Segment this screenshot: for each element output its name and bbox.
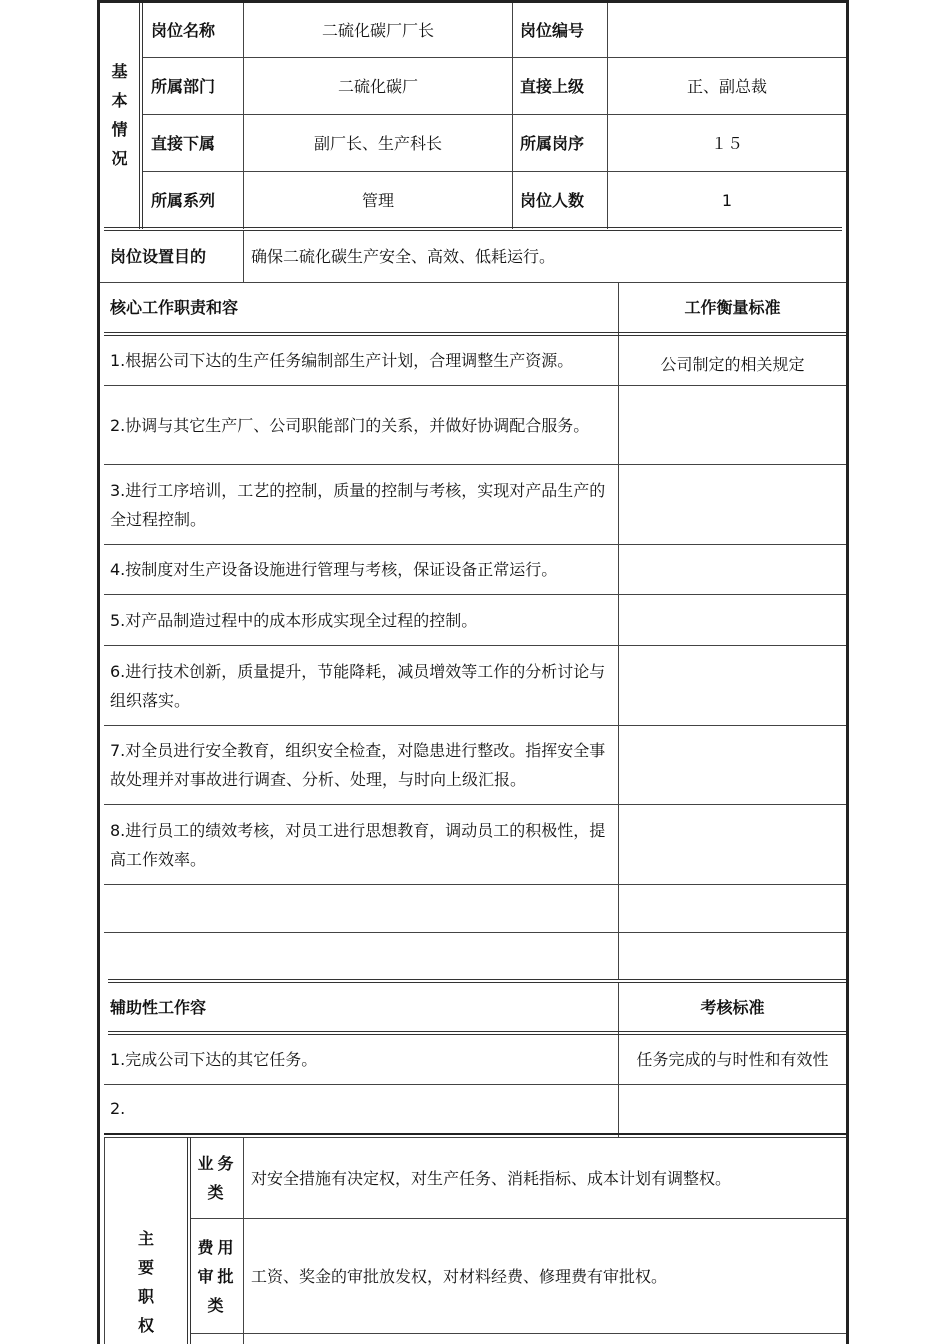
duty-standard-1: 公司制定的相关规定 [660,355,805,374]
grid-line [191,1333,846,1334]
core-duties-header: 核心工作职责和容 [110,298,239,317]
headcount-value: 1 [721,190,733,210]
grid-line [104,1133,846,1135]
duty-item-7: 7.对全员进行安全教育，组织安全检查，对隐患进行整改。指挥安全事故处理并对事故进行调查、分析、处理，与时向上级汇报。 [110,741,606,789]
authority-section-divider [187,1137,191,1344]
superior-value: 正、副总裁 [686,76,767,96]
duty-item-4: 4.按制度对生产设备设施进行管理与考核，保证设备正常运行。 [110,560,558,579]
business-authority-text: 对安全措施有决定权，对生产任务、消耗指标、成本计划有调整权。 [251,1168,732,1188]
rank-label: 所属岗序 [520,133,585,153]
authority-section-label: 主 要 职 权 [137,1229,154,1335]
duty-standard-3 [619,465,846,544]
grid-line [104,932,846,933]
auxiliary-standard-header: 考核标准 [700,997,765,1017]
duty-item-6: 6.进行技术创新，质量提升，节能降耗，减员增效等工作的分析讨论与组织落实。 [110,661,606,710]
expense-category-label: 费用 审批 类 [197,1237,238,1315]
auxiliary-standard-2 [619,1085,846,1132]
grid-line [104,884,846,885]
duty-item-3: 3.进行工序培训，工艺的控制，质量的控制与考核，实现对产品生产的全过程控制。 [110,480,606,529]
duty-item-5: 5.对产品制造过程中的成本形成实现全过程的控制。 [110,610,478,630]
expense-authority-text: 工资、奖金的审批放发权，对材料经费、修理费有审批权。 [251,1266,668,1286]
purpose-label: 岗位设置目的 [110,247,207,266]
auxiliary-item-2: 2. [110,1099,126,1118]
core-standard-header: 工作衡量标准 [684,298,781,317]
auxiliary-item-1: 1.完成公司下达的其它任务。 [110,1050,318,1069]
department-value: 二硫化碳厂 [337,76,418,96]
duty-standard-6 [619,646,846,725]
auxiliary-header: 辅助性工作容 [110,997,207,1017]
position-name-value: 二硫化碳厂厂长 [321,20,434,40]
subordinate-value: 副厂长、生产科长 [313,133,442,153]
duty-item-1: 1.根据公司下达的生产任务编制部生产计划，合理调整生产资源。 [110,351,574,370]
series-label: 所属系列 [151,190,216,210]
business-category-label: 业务 类 [197,1154,238,1202]
superior-label: 直接上级 [520,76,585,96]
duty-standard-8 [619,805,846,884]
purpose-text: 确保二硫化碳生产安全、高效、低耗运行。 [251,247,556,266]
duty-standard-2 [619,386,846,464]
duty-standard-4 [619,545,846,594]
series-value: 管理 [361,190,394,210]
duty-standard-7 [619,726,846,804]
basic-section-divider [139,3,143,229]
duty-standard-5 [619,595,846,645]
position-name-label: 岗位名称 [151,20,216,40]
rank-value: １５ [710,133,743,153]
auxiliary-standard-1: 任务完成的与时性和有效性 [636,1050,829,1069]
headcount-label: 岗位人数 [520,190,585,210]
duty-item-2: 2.协调与其它生产厂、公司职能部门的关系，并做好协调配合服务。 [110,415,590,435]
position-no-value [608,3,846,57]
department-label: 所属部门 [151,76,216,96]
subordinate-label: 直接下属 [151,133,216,153]
basic-section-label: 基 本 情 况 [111,62,128,168]
position-no-label: 岗位编号 [520,20,585,40]
duty-item-8: 8.进行员工的绩效考核，对员工进行思想教育，调动员工的积极性，提高工作效率。 [110,820,606,869]
